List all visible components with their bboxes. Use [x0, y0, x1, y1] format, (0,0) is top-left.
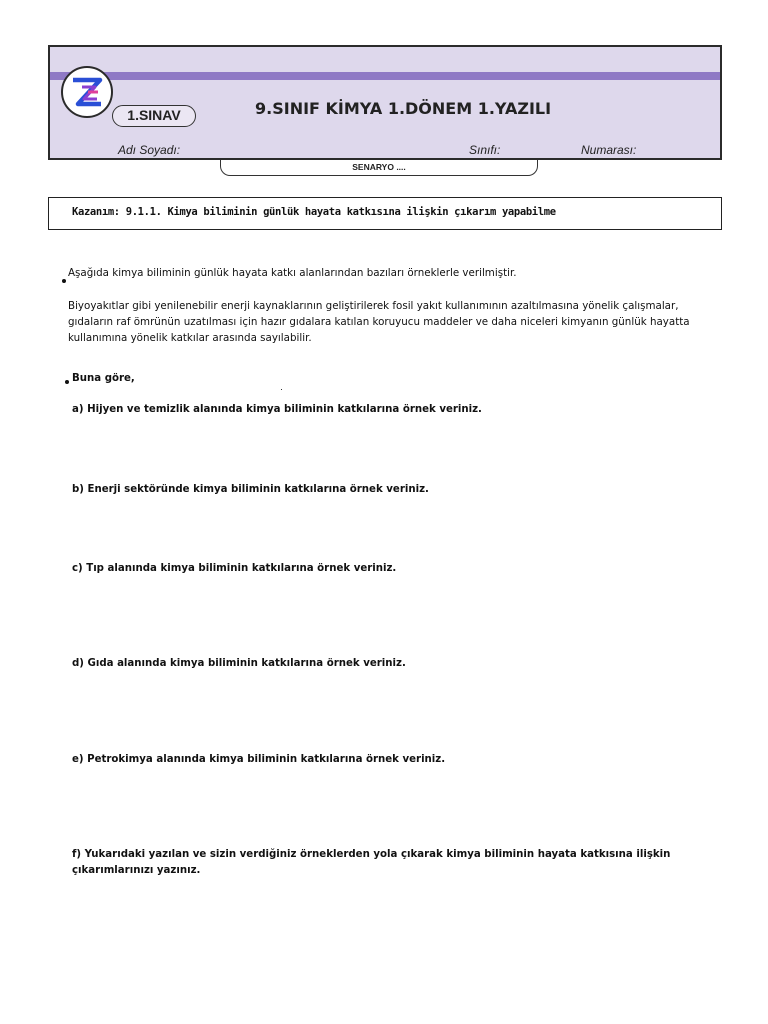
kazanim-text: Kazanım: 9.1.1. Kimya biliminin günlük hayata katkısına ilişkin çıkarım yapabilme	[72, 206, 556, 218]
question-f: f) Yukarıdaki yazılan ve sizin verdiğiniz örneklerden yola çıkarak kimya biliminin hayata katkısına ilişkin	[72, 849, 671, 860]
question-b: b) Enerji sektöründe kimya biliminin katkılarına örnek veriniz.	[72, 484, 429, 495]
kazanim-box	[48, 197, 722, 230]
paragraph-line-2: gıdaların raf ömrünün uzatılması için hazır gıdalara katılan koruyucu maddeler ve daha niceleri kimyanın günlük hayatta	[68, 316, 690, 328]
exam-number-badge: 1.SINAV	[112, 105, 196, 127]
name-field-label: Adı Soyadı:	[118, 143, 181, 157]
stray-dot	[281, 389, 282, 390]
paragraph-line-3: kullanımına yönelik katkılar arasında sayılabilir.	[68, 332, 312, 344]
intro-text: Aşağıda kimya biliminin günlük hayata katkı alanlarından bazıları örneklerle verilmiştir.	[68, 267, 517, 279]
exam-header	[48, 45, 722, 160]
question-f-continued: çıkarımlarınızı yazınız.	[72, 865, 201, 876]
class-field-label: Sınıfı:	[469, 143, 501, 157]
question-d: d) Gıda alanında kimya biliminin katkılarına örnek veriniz.	[72, 658, 406, 669]
lead-text: Buna göre,	[72, 373, 135, 384]
number-field-label: Numarası:	[581, 143, 637, 157]
z-logo-icon	[61, 66, 113, 118]
question-a: a) Hijyen ve temizlik alanında kimya biliminin katkılarına örnek veriniz.	[72, 404, 482, 415]
header-band	[50, 72, 720, 80]
question-c: c) Tıp alanında kimya biliminin katkılarına örnek veriniz.	[72, 563, 397, 574]
question-e: e) Petrokimya alanında kimya biliminin katkılarına örnek veriniz.	[72, 754, 446, 765]
scenario-tab: SENARYO ....	[220, 160, 538, 176]
bullet-marker	[62, 279, 66, 283]
paragraph-line-1: Biyoyakıtlar gibi yenilenebilir enerji kaynaklarının geliştirilerek fosil yakıt kullanımının azaltılmasına yönelik çalışmalar,	[68, 300, 679, 312]
bullet-marker	[65, 380, 69, 384]
page-title: 9.SINIF KİMYA 1.DÖNEM 1.YAZILI	[255, 99, 552, 118]
